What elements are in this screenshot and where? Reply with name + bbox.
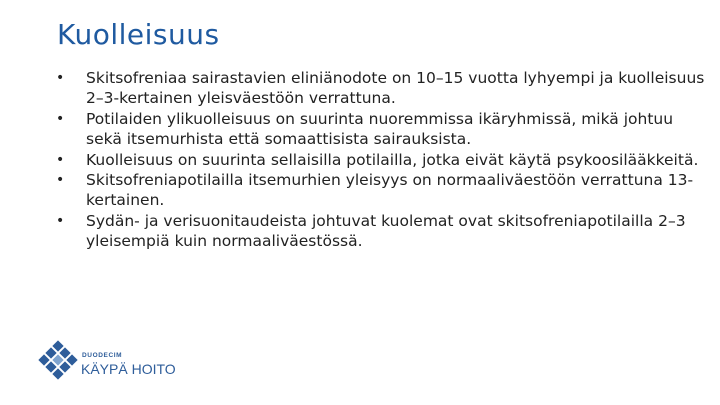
bullet-icon: •	[56, 110, 65, 127]
logo-small-text: DUODECIM	[82, 352, 123, 359]
diamond-grid-icon	[36, 340, 80, 384]
bullet-item	[56, 150, 706, 170]
kaypa-hoito-logo	[36, 340, 186, 384]
bullet-item	[56, 68, 706, 109]
bullet-text: Potilaiden ylikuolleisuus on suurinta nuoremmissa ikäryhmissä, mikä johtuu sekä itsemurhista että somaattisista sairauksista.	[86, 109, 674, 149]
bullet-text: Sydän- ja verisuonitaudeista johtuvat kuolemat ovat skitsofreniapotilailla 2–3 yleisempiä kuin normaaliväestössä.	[86, 211, 686, 251]
bullet-list	[56, 68, 706, 252]
bullet-icon: •	[56, 172, 65, 189]
bullet-item	[56, 109, 706, 150]
bullet-text: Skitsofreniapotilailla itsemurhien yleisyys on normaaliväestöön verrattuna 13-kertainen.	[86, 171, 694, 210]
bullet-text: Skitsofreniaa sairastavien eliniänodote on 10–15 vuotta lyhyempi ja kuolleisuus 2–3-kertainen yleisväestöön verrattuna.	[86, 69, 705, 108]
bullet-text: Kuolleisuus on suurinta sellaisilla potilailla, jotka eivät käytä psykoosilääkkeitä.	[86, 150, 699, 169]
bullet-item	[56, 170, 706, 211]
bullet-icon: •	[56, 212, 65, 229]
slide-title: Kuolleisuus	[57, 18, 220, 51]
bullet-item	[56, 211, 706, 252]
logo-big-text: KÄYPÄ HOITO	[81, 361, 176, 377]
bullet-icon: •	[56, 70, 65, 86]
bullet-icon: •	[56, 151, 65, 168]
